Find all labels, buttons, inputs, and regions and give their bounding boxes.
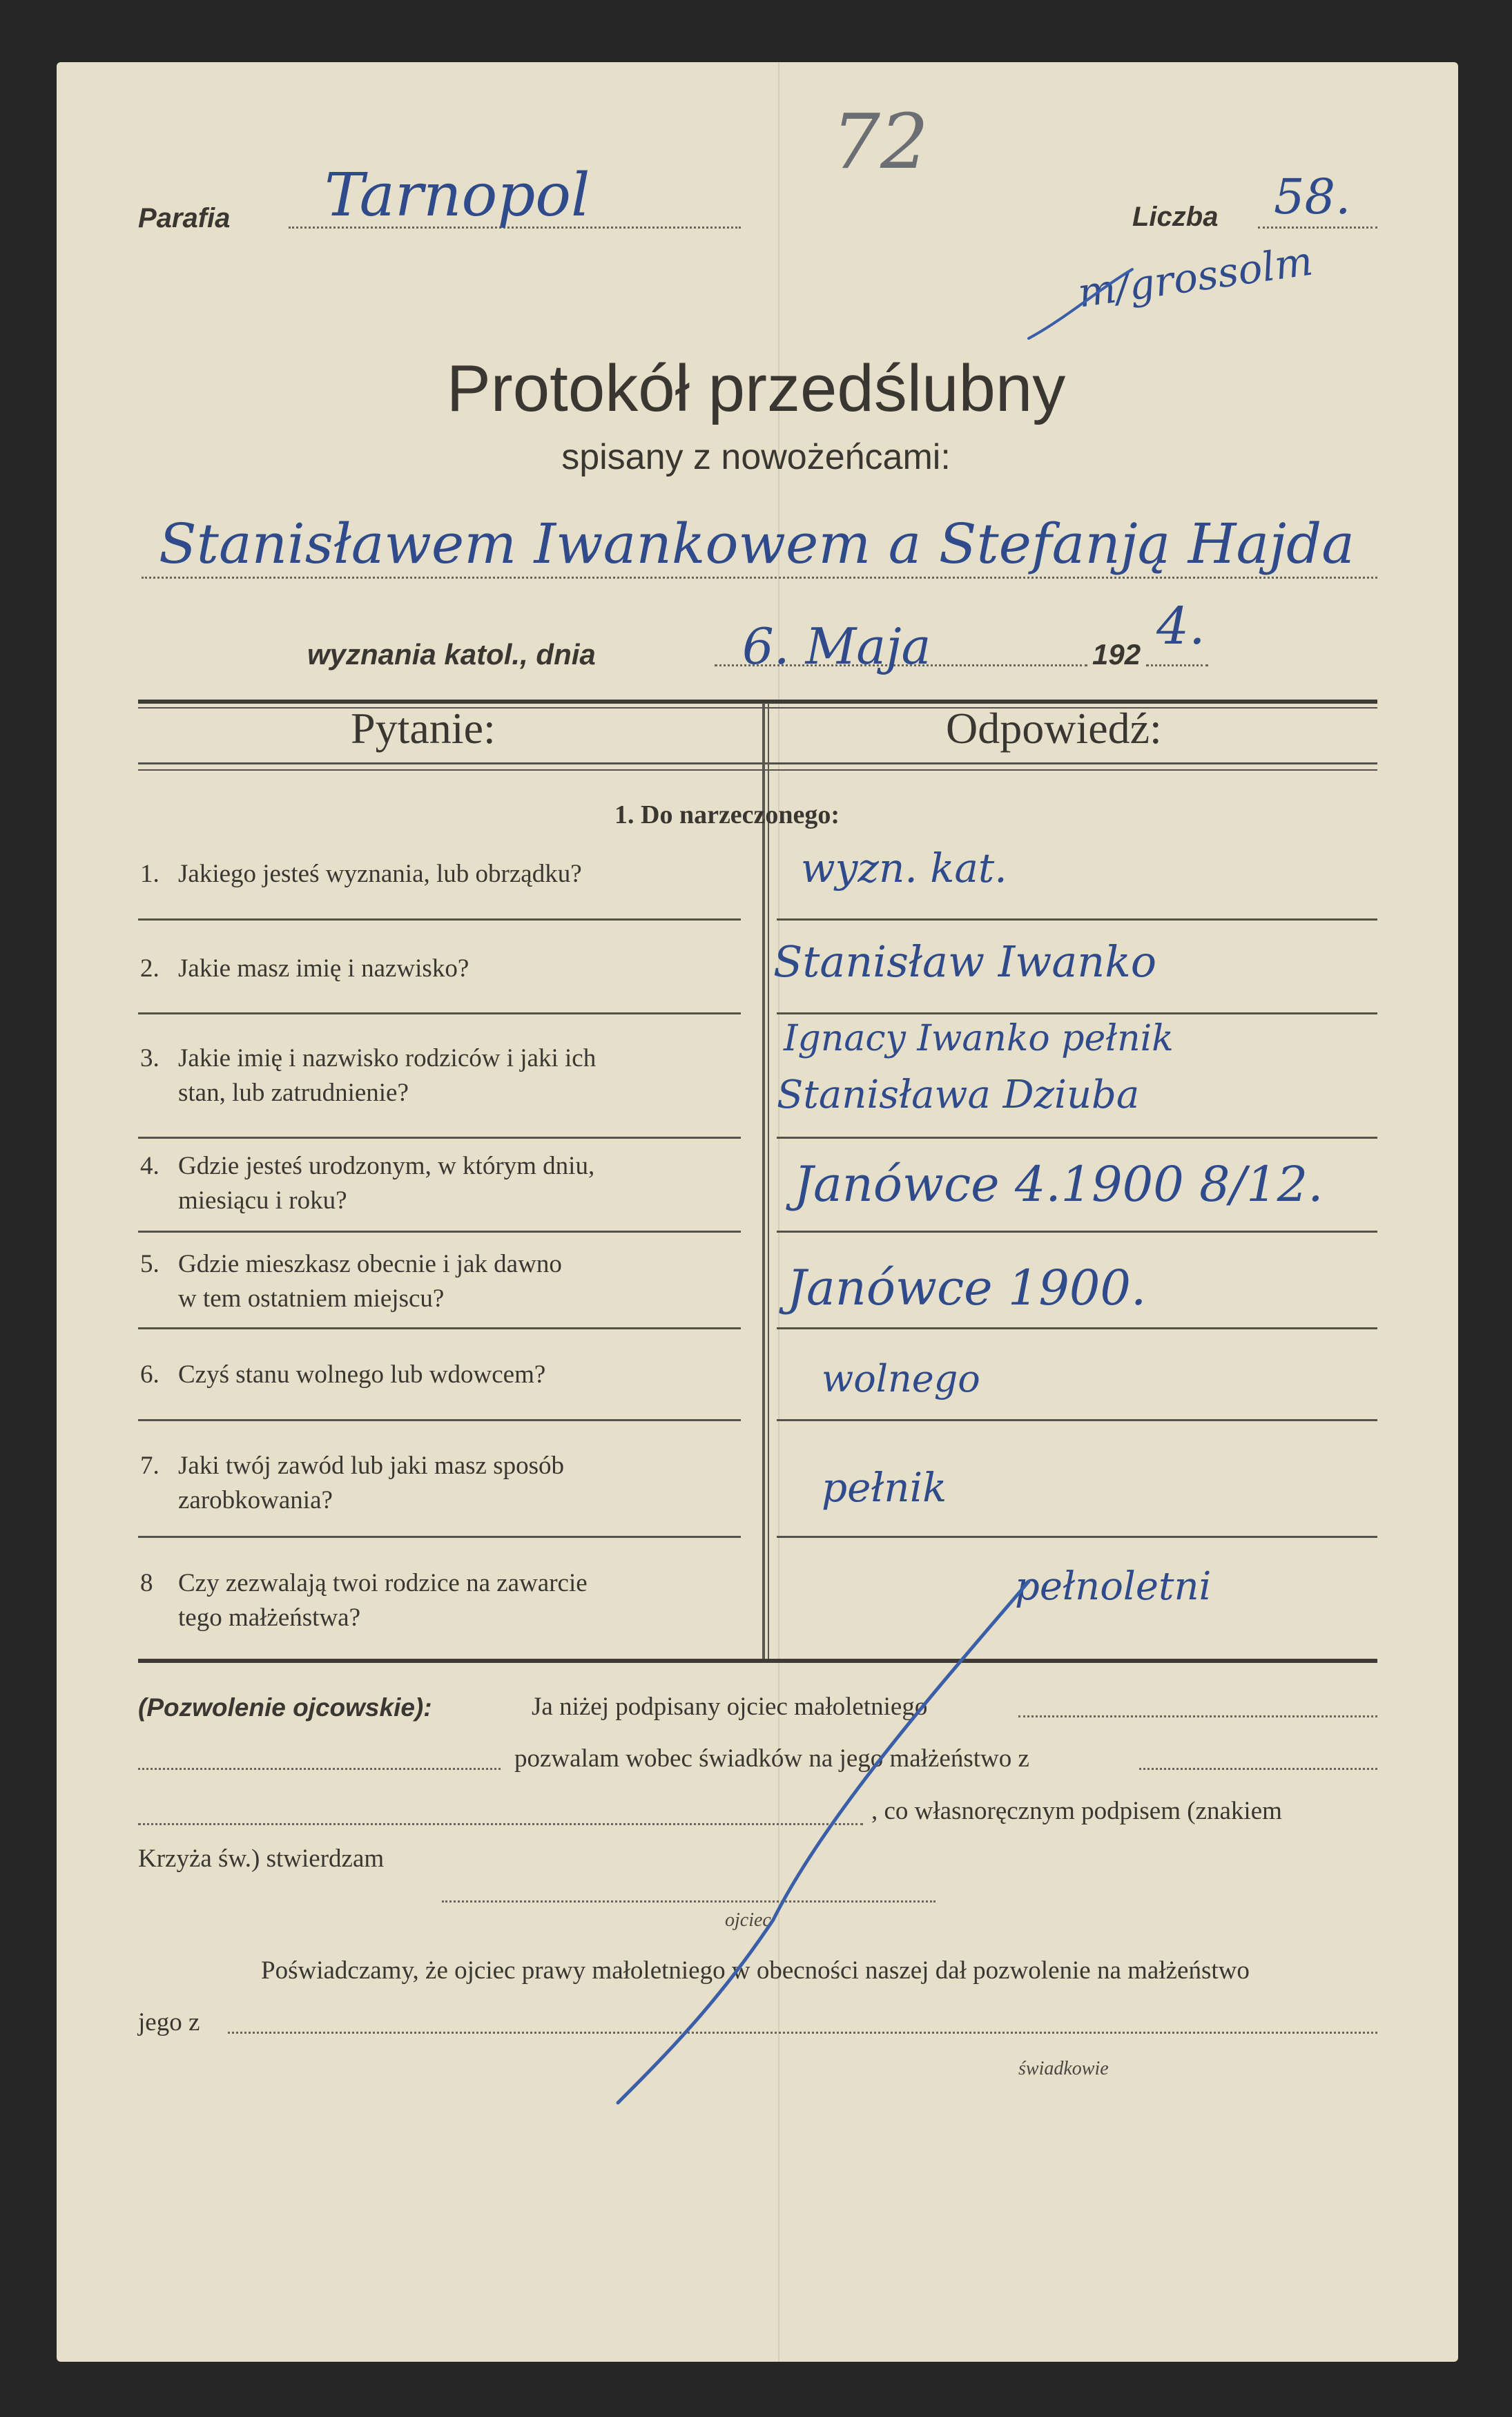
a7-text: pełnik (822, 1464, 947, 1511)
permission-line-1: Ja niżej podpisany ojciec małoletniego (532, 1693, 928, 1721)
a3-text-2: Stanisława Dziuba (777, 1072, 1140, 1117)
witnesses-caption: świadkowie (1018, 2058, 1109, 2079)
column-answer-header: Odpowiedź: (946, 704, 1162, 753)
year-prefix: 192 (1092, 638, 1141, 671)
q1-num: 1. (140, 860, 159, 888)
q2-text: Jakie masz imię i nazwisko? (178, 954, 469, 983)
q5-num: 5. (140, 1250, 159, 1278)
q1-text: Jakiego jesteś wyznania, lub obrządku? (178, 860, 582, 888)
q7-text-1: Jaki twój zawód lub jaki masz sposób (178, 1452, 565, 1480)
permission-line-3: , co własnoręcznym podpisem (znakiem (871, 1797, 1282, 1825)
permission-line-5: Poświadczamy, że ojciec prawy małoletniego w obecności naszej dał pozwolenie na małżeństwo (261, 1956, 1250, 1985)
q5-text-1: Gdzie mieszkasz obecnie i jak dawno (178, 1250, 562, 1278)
q6-text: Czyś stanu wolnego lub wdowcem? (178, 1360, 546, 1389)
q7-num: 7. (140, 1452, 159, 1480)
parafia-value: Tarnopol (324, 161, 590, 230)
q5-text-2: w tem ostatniem miejscu? (178, 1284, 445, 1313)
parafia-label: Parafia (138, 203, 231, 233)
q6-num: 6. (140, 1360, 159, 1389)
cross-out-line (618, 1581, 1029, 2103)
year-suffix: 4. (1156, 597, 1205, 656)
q8-text-2: tego małżeństwa? (178, 1604, 361, 1632)
margin-note-underline (1029, 269, 1132, 338)
father-caption: ojciec (725, 1909, 771, 1931)
q4-num: 4. (140, 1152, 159, 1180)
permission-line-2: pozwalam wobec świadków na jego małżeństwo z (514, 1744, 1029, 1773)
a3-text-1: Ignacy Iwanko pełnik (784, 1018, 1174, 1059)
a5-text: Janówce 1900. (787, 1260, 1147, 1316)
folio-number-text: 72 (832, 97, 929, 186)
margin-note: m/grossolm (1074, 237, 1316, 317)
wyznania-label: wyznania katol., dnia (307, 638, 596, 671)
q3-text-2: stan, lub zatrudnienie? (178, 1079, 409, 1107)
permission-label: (Pozwolenie ojcowskie): (138, 1693, 432, 1722)
permission-line-6: jego z (138, 2008, 200, 2036)
section-title: 1. Do narzeczonego: (614, 800, 840, 829)
q3-num: 3. (140, 1044, 159, 1072)
couple-names: Stanisławem Iwankowem a Stefanją Hajda (159, 512, 1355, 576)
a2-text: Stanisław Iwanko (773, 936, 1157, 987)
q2-num: 2. (140, 954, 159, 983)
liczba-value: 58. (1274, 168, 1351, 225)
date-value: 6. Maja (742, 617, 931, 675)
q4-text-2: miesiącu i roku? (178, 1186, 347, 1215)
page-title-text: Protokół przedślubny (446, 352, 1066, 425)
page-subtitle-text: spisany z nowożeńcami: (561, 437, 951, 477)
a1-text: wyzn. kat. (801, 845, 1007, 892)
q8-text-1: Czy zezwalają twoi rodzice na zawarcie (178, 1569, 588, 1597)
a6-text: wolnego (822, 1357, 980, 1400)
a8-text: pełnoletni (1015, 1564, 1212, 1609)
liczba-label: Liczba (1132, 202, 1219, 232)
q8-num: 8 (140, 1569, 153, 1597)
q7-text-2: zarobkowania? (178, 1486, 333, 1514)
permission-line-4: Krzyża św.) stwierdzam (138, 1845, 385, 1873)
column-question-header: Pytanie: (351, 704, 496, 753)
q3-text-1: Jakie imię i nazwisko rodziców i jaki ich (178, 1044, 597, 1072)
a4-text: Janówce 4.1900 8/12. (794, 1156, 1324, 1213)
q4-text-1: Gdzie jesteś urodzonym, w którym dniu, (178, 1152, 595, 1180)
